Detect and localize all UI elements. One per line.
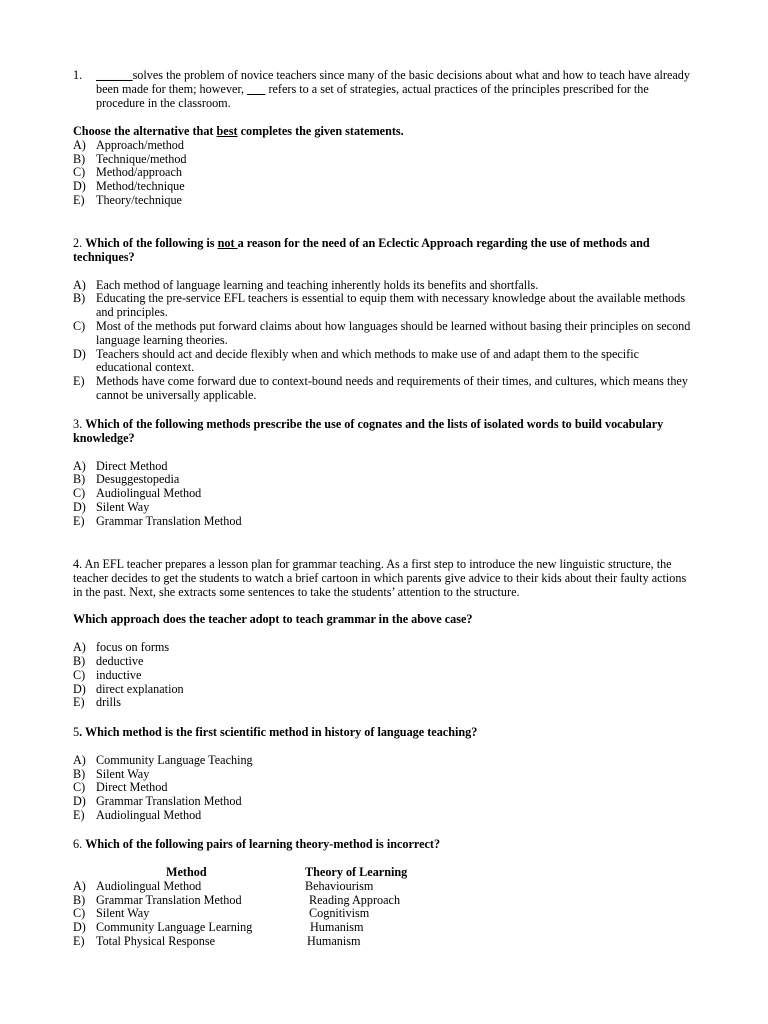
- option-text: Silent Way: [96, 499, 150, 514]
- options-list: [73, 139, 693, 208]
- stem-text: solves the problem of novice teachers since many of the basic decisions about what and how to teach have already been made for them; however,: [96, 68, 690, 96]
- table-row[interactable]: [73, 907, 693, 921]
- stem-emphasis: not: [217, 236, 238, 250]
- option-letter: D): [73, 920, 86, 935]
- option-text: Each method of language learning and teaching inherently holds its benefits and shortfalls.: [96, 277, 539, 292]
- option-a[interactable]: [73, 754, 693, 768]
- table-row[interactable]: [73, 921, 693, 935]
- option-letter: B): [73, 766, 86, 781]
- option-a[interactable]: [73, 460, 693, 474]
- column-header-theory: Theory of Learning: [305, 864, 408, 879]
- option-text: Method/approach: [96, 165, 182, 180]
- option-b[interactable]: [73, 473, 693, 487]
- table-header: [73, 866, 693, 880]
- option-text: Grammar Translation Method: [96, 794, 242, 809]
- option-letter: C): [73, 486, 86, 501]
- theory-cell: Humanism: [307, 933, 361, 948]
- option-letter: D): [73, 179, 86, 194]
- option-letter: B): [73, 291, 86, 306]
- option-text: inductive: [96, 667, 142, 682]
- question-4-stem: Which approach does the teacher adopt to teach grammar in the above case?: [73, 612, 473, 627]
- method-cell: Audiolingual Method: [96, 878, 202, 893]
- option-d[interactable]: [73, 501, 693, 515]
- option-letter: A): [73, 458, 86, 473]
- question-number: 1.: [73, 68, 83, 82]
- option-text: Teachers should act and decide flexibly when and which methods to make use of and adapt them to the specific educational context.: [96, 346, 640, 375]
- stem-text: . Which method is the first scientific method in history of language teaching?: [79, 725, 478, 739]
- option-e[interactable]: [73, 809, 693, 823]
- option-letter: D): [73, 346, 86, 361]
- options-list: [73, 754, 693, 823]
- table-row[interactable]: [73, 880, 693, 894]
- option-e[interactable]: [73, 696, 693, 710]
- option-letter: E): [73, 933, 85, 948]
- question-number: 6.: [73, 837, 86, 851]
- option-letter: E): [73, 374, 85, 389]
- option-d[interactable]: [73, 348, 693, 376]
- option-letter: B): [73, 653, 86, 668]
- option-text: Silent Way: [96, 766, 150, 781]
- method-cell: Silent Way: [96, 906, 150, 921]
- option-letter: A): [73, 752, 86, 767]
- option-letter: D): [73, 794, 86, 809]
- theory-cell: Cognitivism: [309, 906, 370, 921]
- instruction-text: Choose the alternative that: [73, 124, 217, 138]
- question-6: [73, 838, 693, 949]
- option-d[interactable]: [73, 795, 693, 809]
- option-text: Technique/method: [96, 151, 187, 166]
- option-e[interactable]: [73, 375, 693, 403]
- option-text: deductive: [96, 653, 144, 668]
- option-text: Desuggestopedia: [96, 472, 180, 487]
- options-list: [73, 641, 693, 710]
- method-cell: Community Language Learning: [96, 920, 253, 935]
- option-text: Audiolingual Method: [96, 486, 202, 501]
- option-text: Direct Method: [96, 458, 168, 473]
- option-letter: C): [73, 165, 86, 180]
- question-6-stem: [73, 838, 693, 852]
- question-4-context: 4. An EFL teacher prepares a lesson plan for grammar teaching. As a first step to introduce the new linguistic structure, the teacher decides to get the students to watch a brief cartoon in which parents give advice to their kids about their faulty actions in the past. Next, she extracts some sentences to take the students’ attention to the structure.: [73, 557, 687, 599]
- method-cell: Total Physical Response: [96, 933, 215, 948]
- option-e[interactable]: [73, 515, 693, 529]
- theory-cell: Behaviourism: [305, 878, 374, 893]
- table-row[interactable]: [73, 894, 693, 908]
- option-text: Community Language Teaching: [96, 752, 253, 767]
- option-letter: E): [73, 192, 85, 207]
- question-2-stem: [73, 237, 693, 265]
- fill-in-blank: ______: [96, 68, 133, 82]
- option-c[interactable]: [73, 320, 693, 348]
- theory-cell: Humanism: [310, 920, 364, 935]
- option-text: Audiolingual Method: [96, 807, 202, 822]
- stem-text: refers to a set of strategies, actual practices of the principles prescribed for the procedure in the classroom.: [96, 81, 649, 110]
- option-letter: B): [73, 892, 86, 907]
- question-number: 3.: [73, 417, 86, 431]
- option-letter: A): [73, 640, 86, 655]
- option-text: Most of the methods put forward claims about how languages should be learned without basing their principles on second language learning theories.: [96, 318, 691, 347]
- instruction-text: completes the given statements.: [237, 124, 404, 138]
- option-letter: C): [73, 667, 86, 682]
- option-letter: A): [73, 878, 86, 893]
- method-cell: Grammar Translation Method: [96, 892, 242, 907]
- question-1-instruction: [73, 125, 693, 208]
- option-a[interactable]: [73, 641, 693, 655]
- question-3: [73, 418, 693, 529]
- option-table: [73, 880, 693, 949]
- option-letter: D): [73, 499, 86, 514]
- option-letter: A): [73, 277, 86, 292]
- option-b[interactable]: [73, 768, 693, 782]
- question-2: [73, 237, 693, 403]
- option-text: drills: [96, 695, 122, 710]
- option-text: direct explanation: [96, 681, 184, 696]
- option-text: Approach/method: [96, 137, 184, 152]
- option-text: Educating the pre-service EFL teachers is essential to equip them with necessary knowledge about the available methods and principles.: [96, 291, 686, 320]
- options-list: [73, 279, 693, 403]
- option-d[interactable]: [73, 683, 693, 697]
- option-letter: E): [73, 513, 85, 528]
- option-text: Grammar Translation Method: [96, 513, 242, 528]
- option-letter: B): [73, 151, 86, 166]
- option-letter: B): [73, 472, 86, 487]
- option-b[interactable]: [73, 153, 693, 167]
- question-5-stem: [73, 726, 693, 740]
- column-header-method: Method: [166, 864, 207, 879]
- stem-text: Which of the following pairs of learning theory-method is incorrect?: [85, 837, 441, 851]
- theory-cell: Reading Approach: [309, 892, 401, 907]
- options-list: [73, 460, 693, 529]
- option-a[interactable]: [73, 139, 693, 153]
- question-4: [73, 558, 693, 710]
- option-e[interactable]: [73, 194, 693, 208]
- question-number: 5: [73, 725, 80, 739]
- question-3-stem: [73, 418, 693, 446]
- option-text: Method/technique: [96, 179, 185, 194]
- option-a[interactable]: [73, 279, 693, 293]
- option-letter: C): [73, 780, 86, 795]
- option-letter: C): [73, 906, 86, 921]
- question-5: [73, 726, 693, 823]
- table-row[interactable]: [73, 935, 693, 949]
- option-text: Direct Method: [96, 780, 168, 795]
- option-c[interactable]: [73, 781, 693, 795]
- question-1-stem: [73, 69, 693, 110]
- option-letter: C): [73, 318, 86, 333]
- option-c[interactable]: [73, 487, 693, 501]
- question-number: 2.: [73, 236, 86, 250]
- option-c[interactable]: [73, 669, 693, 683]
- stem-text: a reason for the need of an Eclectic Approach regarding the use of methods and techniques?: [73, 236, 650, 264]
- option-b[interactable]: [73, 292, 693, 320]
- option-c[interactable]: [73, 166, 693, 180]
- option-d[interactable]: [73, 180, 693, 194]
- stem-text: Which of the following methods prescribe the use of cognates and the lists of isolated words to build vocabulary knowledge?: [73, 417, 664, 445]
- fill-in-blank: ___: [247, 81, 266, 96]
- option-b[interactable]: [73, 655, 693, 669]
- option-text: focus on forms: [96, 640, 170, 655]
- instruction-emphasis: best: [216, 124, 238, 138]
- option-letter: E): [73, 695, 85, 710]
- question-1: [73, 69, 693, 110]
- option-letter: A): [73, 137, 86, 152]
- option-text: Methods have come forward due to context-bound needs and requirements of their times, and cultures, which means they cannot be universally applicable.: [96, 374, 688, 402]
- option-letter: D): [73, 681, 86, 696]
- option-text: Theory/technique: [96, 192, 182, 207]
- stem-text: Which of the following is: [85, 236, 218, 250]
- option-letter: E): [73, 807, 85, 822]
